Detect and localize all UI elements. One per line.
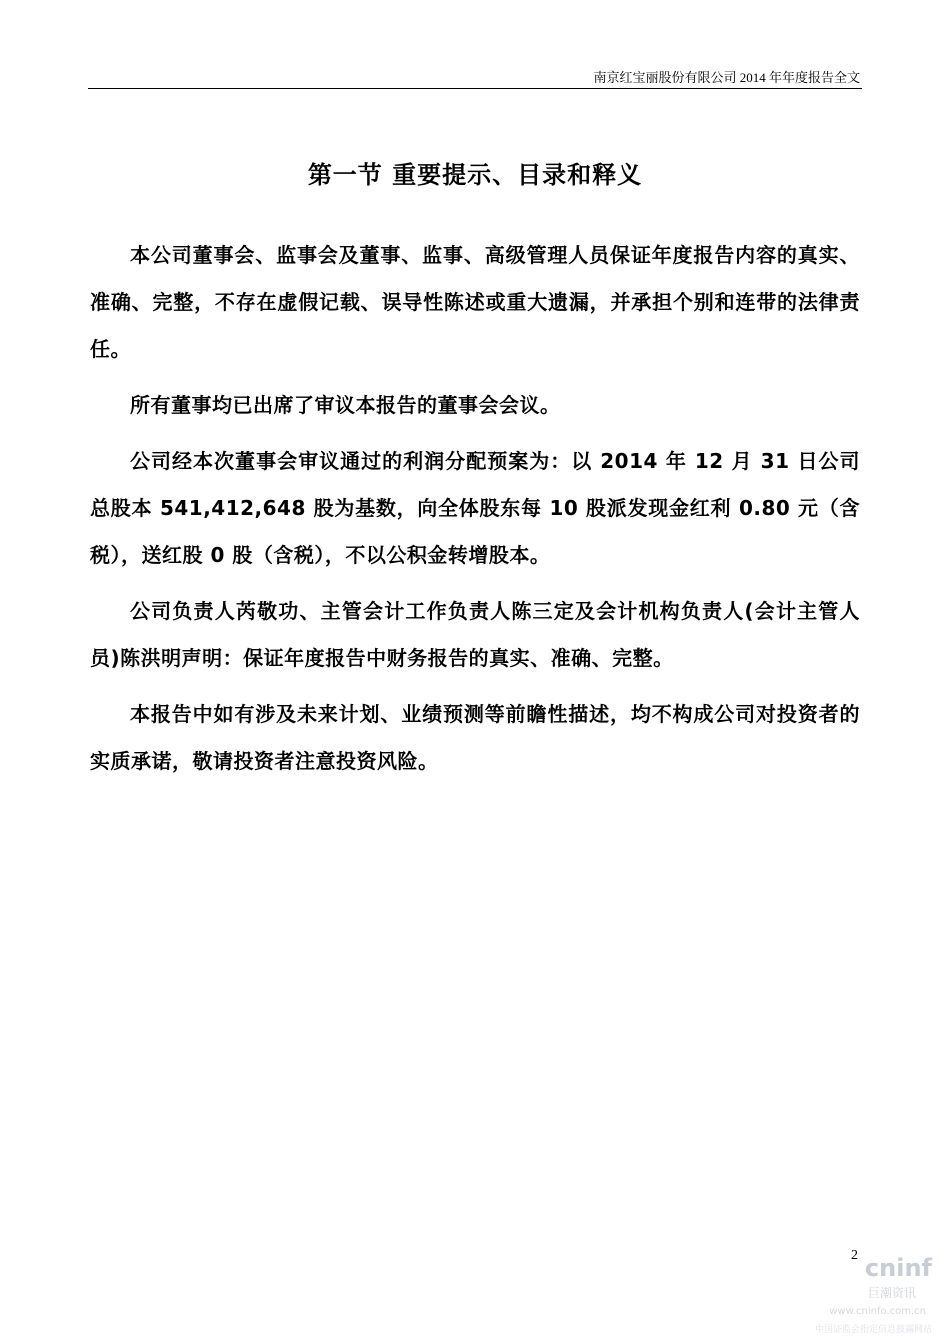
page-header	[88, 62, 862, 89]
watermark-url: www.cninfo.com.cn	[829, 1306, 926, 1317]
paragraph-responsibility: 本公司董事会、监事会及董事、监事、高级管理人员保证年度报告内容的真实、准确、完整，不存在虚假记载、误导性陈述或重大遗漏，并承担个别和连带的法律责任。	[90, 243, 860, 361]
paragraph-profit-distribution: 公司经本次董事会审议通过的利润分配预案为：以 2014 年 12 月 31 日公司总股本 541,412,648 股为基数，向全体股东每 10 股派发现金红利 0.80 元（含税），送红股 0 股（含税），不以公积金转增股本。	[90, 449, 860, 567]
watermark-cn-name: 巨潮资讯	[867, 1286, 916, 1300]
paragraph-attendance: 所有董事均已出席了审议本报告的董事会会议。	[130, 393, 561, 417]
section-title: 第一节 重要提示、目录和释义	[307, 160, 643, 189]
watermark-logo: cninf	[864, 1254, 932, 1282]
watermark-org: 中国证监会指定信息披露网站	[814, 1325, 932, 1335]
document-body	[90, 232, 860, 794]
cninfo-watermark	[814, 1254, 932, 1338]
page-number: 2	[851, 1248, 858, 1263]
paragraph-financial-statement: 公司负责人芮敬功、主管会计工作负责人陈三定及会计机构负责人(会计主管人员)陈洪明声明：保证年度报告中财务报告的真实、准确、完整。	[90, 599, 860, 670]
paragraph-forward-looking: 本报告中如有涉及未来计划、业绩预测等前瞻性描述，均不构成公司对投资者的实质承诺，敬请投资者注意投资风险。	[90, 702, 860, 773]
header-text: 南京红宝丽股份有限公司 2014 年年度报告全文	[593, 70, 860, 85]
